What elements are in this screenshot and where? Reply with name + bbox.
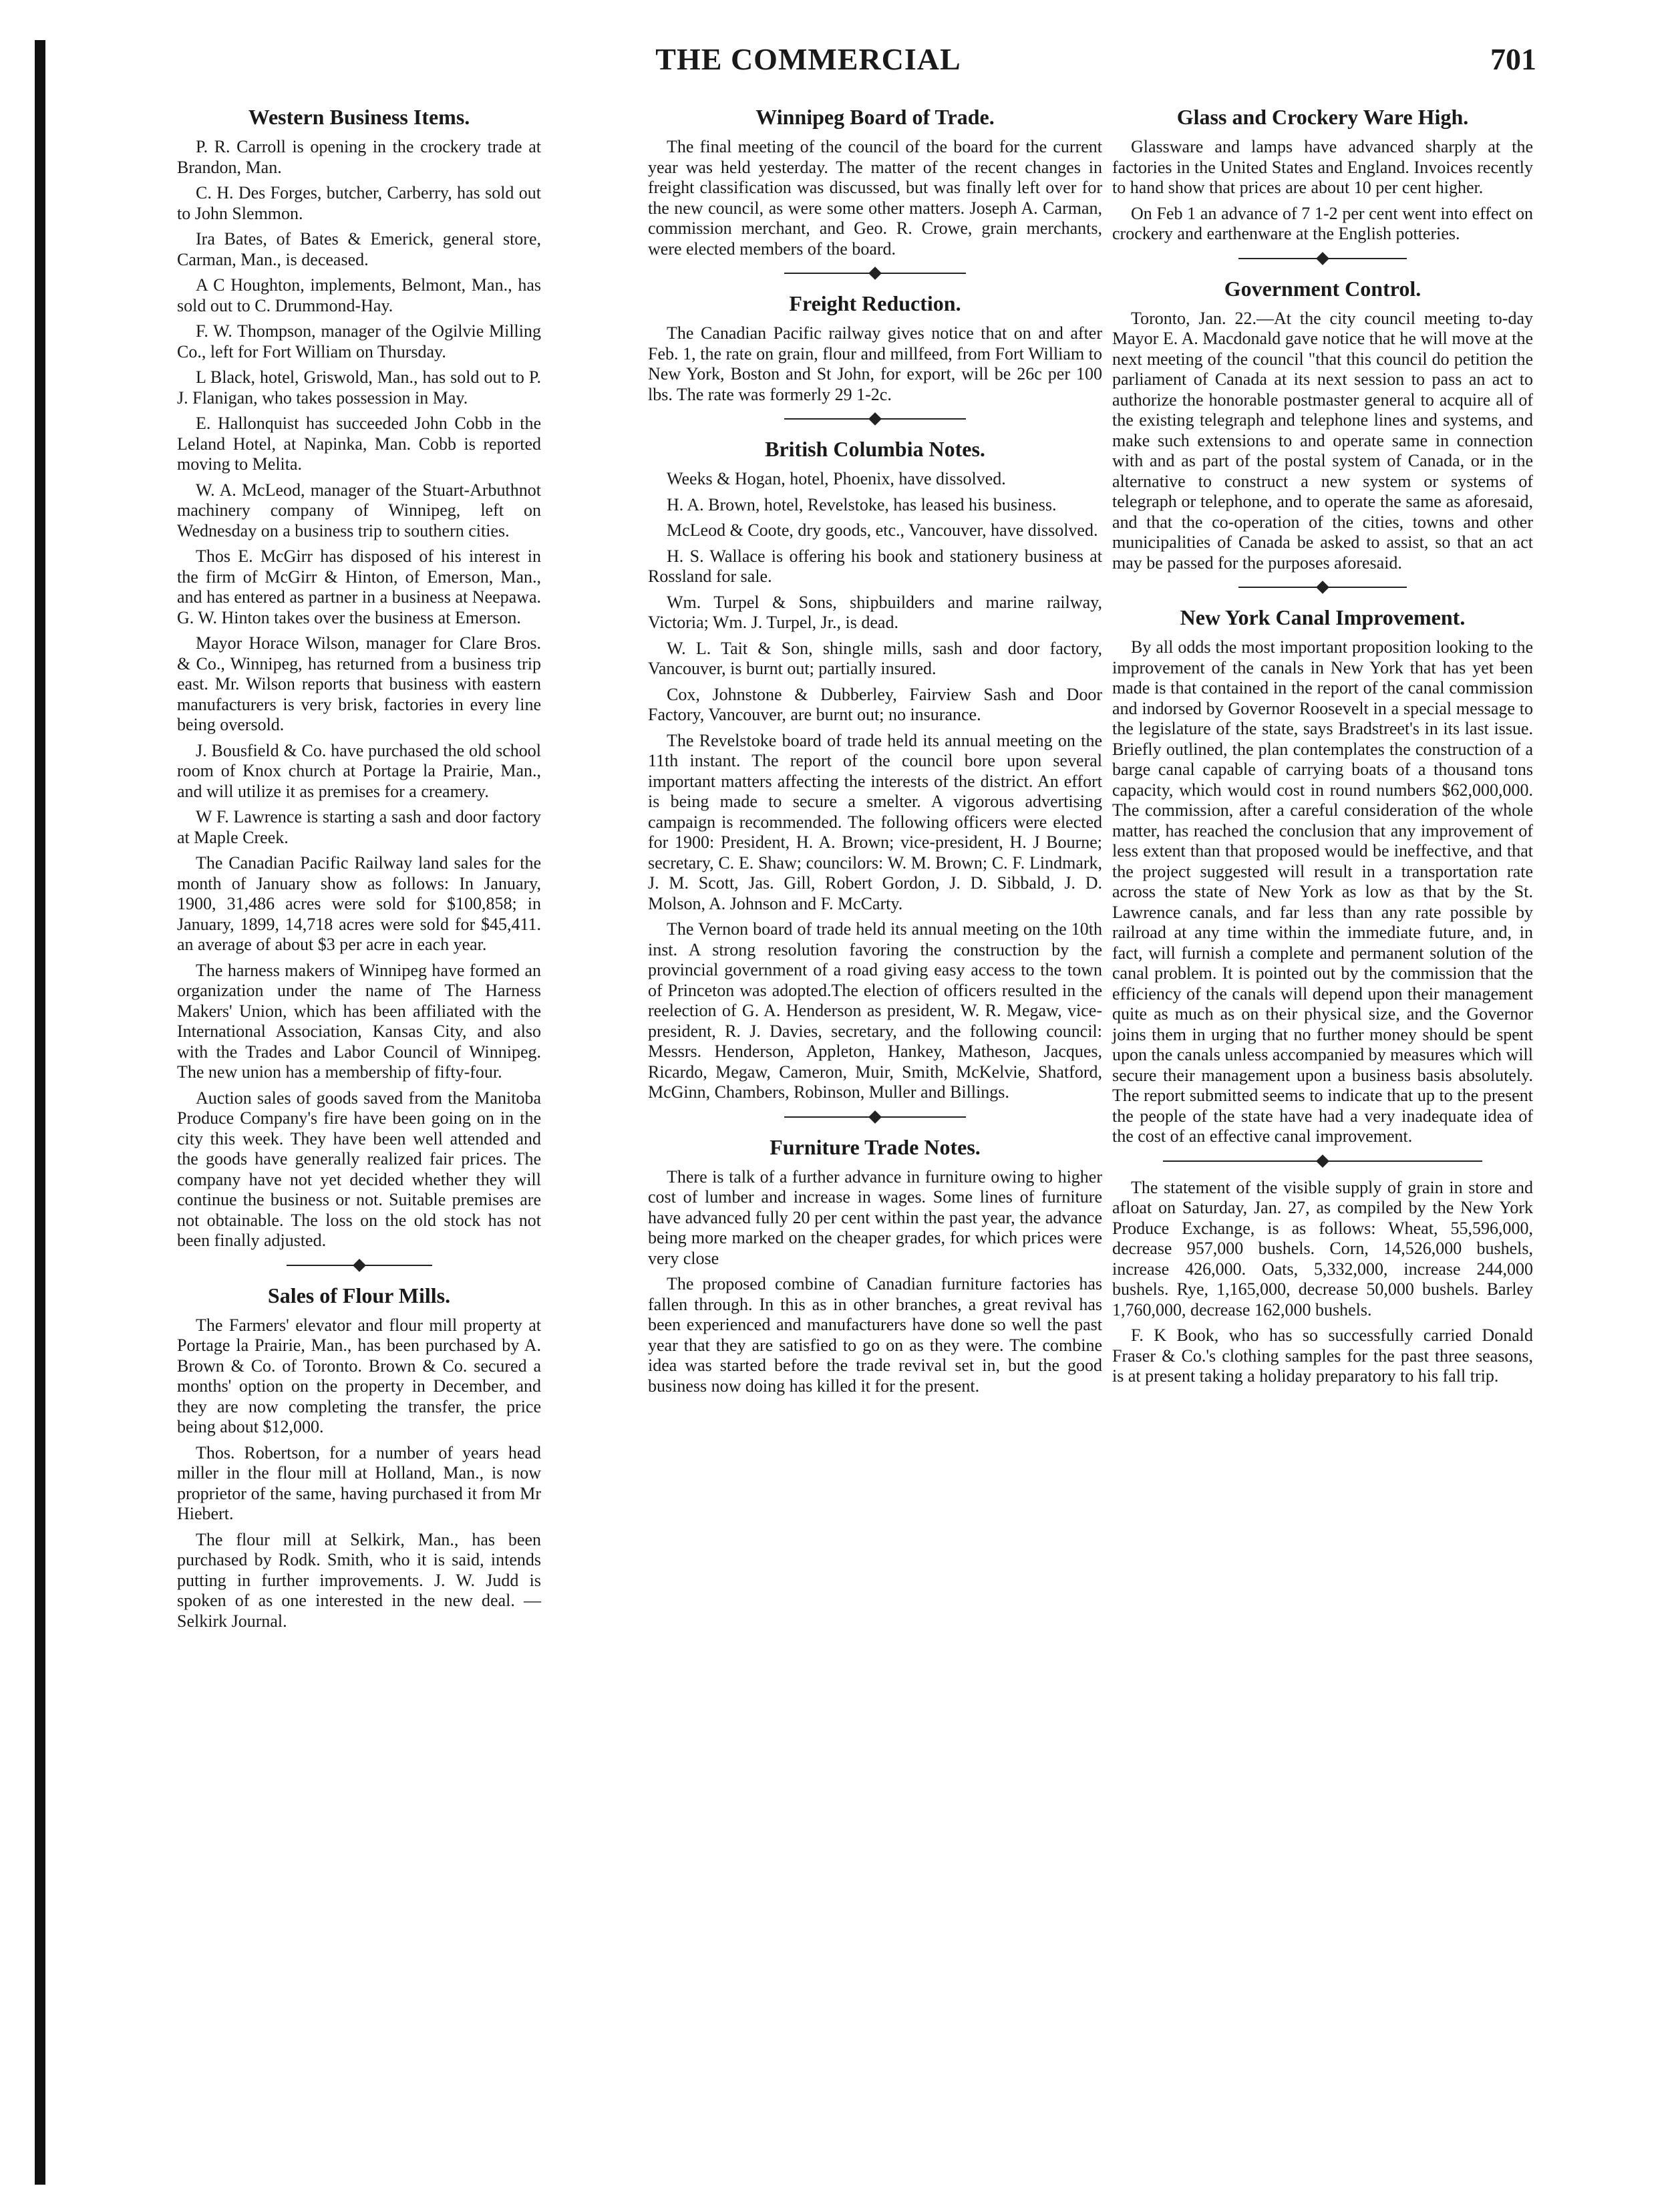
article-paragraph: Glassware and lamps have advanced sharply at the factories in the United States and England. Invoices recently to hand show that prices are about 10 per cent higher. (1112, 137, 1533, 197)
section-divider (1112, 250, 1533, 267)
article-sales-of-flour-mills (177, 1282, 541, 1632)
article-paragraph: The proposed combine of Canadian furniture factories has fallen through. In this as in other branches, a great revival has been experienced and manufacturers have done so well the past year that they are satisfied to go on as they were. The combine idea was started before the trade revival set in, but the good business now doing has killed it for the present. (648, 1274, 1102, 1396)
article-paragraph: Mayor Horace Wilson, manager for Clare Bros. & Co., Winnipeg, has returned from a business trip east. Mr. Wilson reports that business with eastern manufacturers is very brisk, factories in every line being oversold. (177, 633, 541, 734)
article-british-columbia-notes (648, 436, 1102, 1103)
article-paragraph: McLeod & Coote, dry goods, etc., Vancouver, have dissolved. (667, 520, 1098, 540)
article-paragraph: P. R. Carroll is opening in the crockery trade at Brandon, Man. (177, 137, 541, 177)
article-paragraph: Weeks & Hogan, hotel, Phoenix, have dissolved. (667, 469, 1006, 488)
article-paragraph: Thos E. McGirr has disposed of his interest in the firm of McGirr & Hinton, of Emerson, Man., and has entered as partner in a business at Neepawa. G. W. Hinton takes over the business at Emerson. (177, 546, 541, 627)
article-paragraph: The Canadian Pacific Railway land sales for the month of January show as follows: In January, 1900, 31,486 acres were sold for $100,858; in January, 1899, 14,718 acres were sold for $45,411. an average of about $3 per acre in each year. (177, 853, 541, 954)
section-divider (1112, 579, 1533, 596)
article-paragraph: Cox, Johnstone & Dubberley, Fairview Sash and Door Factory, Vancouver, are burnt out; no insurance. (648, 684, 1102, 724)
article-paragraph: L Black, hotel, Griswold, Man., has sold out to P. J. Flanigan, who takes possession in May. (177, 367, 541, 408)
article-paragraph: Wm. Turpel & Sons, shipbuilders and marine railway, Victoria; Wm. J. Turpel, Jr., is dead. (648, 592, 1102, 632)
article-heading: Government Control. (1224, 276, 1421, 301)
article-freight-reduction (648, 290, 1102, 405)
article-paragraph: By all odds the most important proposition looking to the improvement of the canals in New York that has yet been made is that contained in the report of the canal commission and indorsed by Governor Roosevelt in a special message to the legislature of the state, says Bradstreet's in its last issue. Briefly outlined, the plan contemplates the construction of a barge canal capable of carrying boats of a thousand tons capacity, which would cost in round numbers $62,000,000. The commission, after a careful consideration of the whole matter, has reached the conclusion that any improvement of less extent than that proposed would be ineffective, and that the project suggested will result in a transportation rate across the state of New York as low as that by the St. Lawrence canals, and far less than any rate possible by railroad at any time within the immediate future, and, in fact, will furnish a complete and permanent solution of the canal problem. It is pointed out by the commission that the efficiency of the canals will depend upon their management quite as much as on their physical size, and the Governor joins them in urging that no further money should be spent upon the canals unless accompanied by measures which will secure their management upon a business basis absolutely. The report submitted seems to indicate that up to the present the people of the state have had a very inadequate idea of the cost of an effective canal improvement. (1112, 637, 1533, 1146)
section-divider (177, 1257, 541, 1274)
article-paragraph: The statement of the visible supply of grain in store and afloat on Saturday, Jan. 27, as compiled by the New York Produce Exchange, is as follows: Wheat, 55,596,000, decrease 957,000 bushels. Corn, 14,526,000 bushels, increase 426,000. Oats, 5,332,000, increase 244,000 bushels. Rye, 1,165,000, decrease 50,000 bushels. Barley 1,760,000, decrease 162,000 bushels. (1112, 1177, 1533, 1319)
article-paragraph: W F. Lawrence is starting a sash and door factory at Maple Creek. (177, 807, 541, 847)
column-2 (648, 104, 1102, 1402)
article-misc-notes (1112, 1178, 1533, 1387)
article-paragraph: C. H. Des Forges, butcher, Carberry, has sold out to John Slemmon. (177, 183, 541, 223)
article-heading: Sales of Flour Mills. (267, 1283, 451, 1307)
article-heading: Western Business Items. (248, 105, 470, 129)
section-divider (1112, 1152, 1533, 1170)
article-paragraph: Thos. Robertson, for a number of years head miller in the flour mill at Holland, Man., is now proprietor of the same, having purchased it from Mr Hiebert. (177, 1442, 541, 1523)
section-divider (648, 265, 1102, 282)
article-heading: Winnipeg Board of Trade. (755, 105, 995, 129)
article-paragraph: J. Bousfield & Co. have purchased the old school room of Knox church at Portage la Prairie, Man., and will utilize it as premises for a creamery. (177, 740, 541, 801)
article-paragraph: The Vernon board of trade held its annual meeting on the 10th inst. A strong resolution favoring the construction by the provincial government of a road giving easy access to the town of Princeton was adopted.The election of officers resulted in the reelection of G. A. Henderson as president, W. R. Megaw, vice-president, R. J. Davies, secretary, and the following council: Messrs. Henderson, Appleton, Hankey, Matheson, Jacques, Ricardo, Megaw, Cameron, Muir, Smith, McKelvie, Shatford, McGinn, Chambers, Robinson, Muller and Billings. (648, 919, 1102, 1102)
article-western-business-items (177, 104, 541, 1251)
article-paragraph: W. L. Tait & Son, shingle mills, sash and door factory, Vancouver, is burnt out; partially insured. (648, 638, 1102, 678)
article-paragraph: H. A. Brown, hotel, Revelstoke, has leased his business. (667, 494, 1057, 514)
article-glass-and-crockery (1112, 104, 1533, 245)
section-divider (648, 1108, 1102, 1126)
article-paragraph: W. A. McLeod, manager of the Stuart-Arbuthnot machinery company of Winnipeg, left on Wednesday on a business trip to southern cities. (177, 480, 541, 540)
page-edge-shadow (35, 40, 45, 2185)
article-paragraph: Ira Bates, of Bates & Emerick, general store, Carman, Man., is deceased. (177, 229, 541, 269)
article-paragraph: The harness makers of Winnipeg have formed an organization under the name of The Harness Makers' Union, which has been affiliated with the International Association, Kansas City, and also with the Trades and Labor Council of Winnipeg. The new union has a membership of fifty-four. (177, 960, 541, 1082)
running-head (80, 41, 1536, 88)
article-paragraph: F. K Book, who has so successfully carried Donald Fraser & Co.'s clothing samples for the past three seasons, is at present taking a holiday preparatory to his fall trip. (1112, 1325, 1533, 1386)
article-paragraph: Auction sales of goods saved from the Manitoba Produce Company's fire have been going on in the city this week. They have been well attended and the goods have generally realized fair prices. The company have not yet decided whether they will continue the business or not. Suitable premises are not obtainable. The loss on the old stock has not been finally adjusted. (177, 1088, 541, 1250)
column-1 (177, 104, 541, 1637)
column-3 (1112, 104, 1533, 1392)
article-paragraph: The Farmers' elevator and flour mill property at Portage la Prairie, Man., has been purchased by A. Brown & Co. of Toronto. Brown & Co. secured a months' option on the property in December, and they are now completing the transfer, the price being about $12,000. (177, 1315, 541, 1436)
article-furniture-trade-notes (648, 1134, 1102, 1397)
article-heading: New York Canal Improvement. (1180, 605, 1466, 629)
article-heading: Furniture Trade Notes. (770, 1134, 981, 1159)
article-paragraph: F. W. Thompson, manager of the Ogilvie Milling Co., left for Fort William on Thursday. (177, 321, 541, 361)
article-paragraph: The flour mill at Selkirk, Man., has been purchased by Rodk. Smith, who it is said, intends putting in further improvements. J. W. Judd is spoken of as one interested in the new deal. —Selkirk Journal. (177, 1529, 541, 1631)
article-paragraph: The final meeting of the council of the board for the current year was held yesterday. The matter of the recent changes in freight classification was discussed, but was finally left over for the new council, as were some other matters. Joseph A. Carman, commission merchant, and Geo. R. Crowe, grain merchants, were elected members of the board. (648, 137, 1102, 259)
article-heading: Glass and Crockery Ware High. (1176, 105, 1469, 129)
article-paragraph: On Feb 1 an advance of 7 1-2 per cent went into effect on crockery and earthenware at the English potteries. (1112, 203, 1533, 243)
article-heading: Freight Reduction. (789, 291, 961, 315)
article-heading: British Columbia Notes. (765, 437, 985, 461)
article-paragraph: There is talk of a further advance in furniture owing to higher cost of lumber and increase in wages. Some lines of furniture have advanced fully 20 per cent within the past year, the advance being more marked on the cheaper grades, for which prices were very close (648, 1166, 1102, 1268)
section-divider (648, 410, 1102, 428)
article-government-control (1112, 275, 1533, 574)
journal-title: THE COMMERCIAL (655, 42, 961, 76)
page-number: 701 (1490, 42, 1536, 76)
article-winnipeg-board-of-trade (648, 104, 1102, 259)
article-paragraph: H. S. Wallace is offering his book and stationery business at Rossland for sale. (648, 546, 1102, 586)
article-paragraph: Toronto, Jan. 22.—At the city council meeting to-day Mayor E. A. Macdonald gave notice that he will move at the next meeting of the council "that this council do petition the parliament of Canada at its next session to pass an act to authorize the honorable postmaster general to acquire all of the existing telegraph and telephone lines and systems, and make such extensions to and operate same in connection with and as part of the postal system of Canada, or in the alternative to construct a new system or systems of telegraph or telephone, and to operate the same as aforesaid, and that the co-operation of the cities, towns and other municipalities of Canada be asked to assist, so that an act may be passed for the purposes aforesaid. (1112, 308, 1533, 573)
article-paragraph: E. Hallonquist has succeeded John Cobb in the Leland Hotel, at Napinka, Man. Cobb is reported moving to Melita. (177, 414, 541, 474)
article-paragraph: The Revelstoke board of trade held its annual meeting on the 11th instant. The report of the council bore upon several important matters affecting the interests of the district. An effort is being made to secure a smelter. A vigorous advertising campaign is recommended. The following officers were elected for 1900: President, H. A. Brown; vice-president, H. J Bourne; secretary, C. E. Shaw; councilors: W. M. Brown; C. F. Lindmark, J. M. Scott, Jas. Gill, Robert Gordon, J. D. Sibbald, J. D. Molson, A. Johnson and F. McCarty. (648, 730, 1102, 913)
article-paragraph: A C Houghton, implements, Belmont, Man., has sold out to C. Drummond-Hay. (177, 275, 541, 315)
article-paragraph: The Canadian Pacific railway gives notice that on and after Feb. 1, the rate on grain, flour and millfeed, from Fort William to New York, Boston and St John, for export, will be 26c per 100 lbs. The rate was formerly 29 1-2c. (648, 323, 1102, 404)
article-new-york-canal-improvement (1112, 604, 1533, 1147)
